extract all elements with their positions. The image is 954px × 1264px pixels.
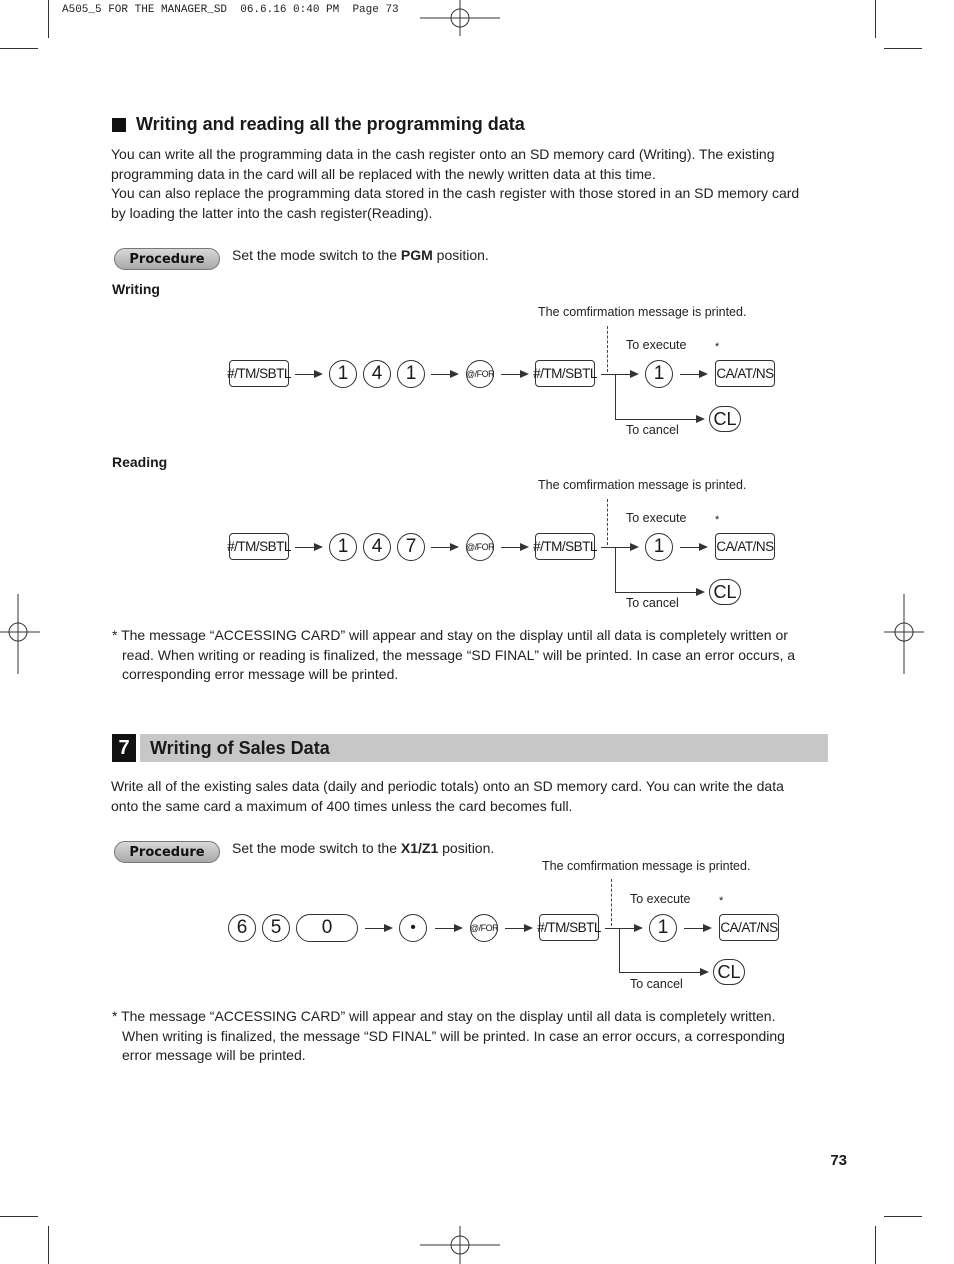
to-execute-label: To execute: [626, 511, 687, 525]
flow-arrow: [680, 374, 706, 375]
branch-line: [619, 928, 620, 973]
paragraph-line: by loading the latter into the cash register(Reading).: [111, 204, 433, 221]
footnote-line: * The message “ACCESSING CARD” will appear and stay on the display until all data is completely written.: [112, 1008, 776, 1024]
confirm-dash-line: [607, 499, 608, 545]
key-dot: •: [399, 914, 427, 942]
key-at-for: @/FOR: [470, 914, 498, 942]
key-ca-at-ns: CA/AT/NS: [719, 914, 779, 941]
procedure-badge: Procedure: [114, 248, 220, 270]
cancel-arrow: [615, 419, 703, 420]
key-at-for: @/FOR: [466, 360, 494, 388]
to-cancel-label: To cancel: [626, 596, 679, 610]
registration-mark-left: [0, 594, 40, 674]
branch-line: [605, 928, 619, 929]
registration-mark-right: [884, 594, 924, 674]
to-execute-label: To execute: [630, 892, 691, 906]
key-cl: CL: [709, 579, 741, 605]
confirm-message-label: The comfirmation message is printed.: [538, 305, 747, 319]
section-heading: [112, 114, 525, 135]
key-digit: 1: [329, 533, 357, 561]
footnote-line: When writing is finalized, the message “SD FINAL” will be printed. In case an error occurs, a corresponding: [122, 1027, 785, 1044]
procedure-instruction: Set the mode switch to the X1/Z1 position.: [232, 840, 495, 856]
key-tm-sbtl: #/TM/SBTL: [539, 914, 599, 941]
flow-arrow: [431, 547, 457, 548]
key-digit: 4: [363, 533, 391, 561]
key-one: 1: [645, 360, 673, 388]
footnote-star: *: [715, 514, 720, 526]
flow-arrow: [365, 928, 391, 929]
key-one: 1: [649, 914, 677, 942]
footnote-star: *: [715, 341, 720, 353]
registration-mark-top: [420, 0, 500, 40]
procedure-instruction: Set the mode switch to the PGM position.: [232, 247, 489, 263]
key-at-for: @/FOR: [466, 533, 494, 561]
footnote: [112, 626, 832, 685]
section-7-paragraph: [111, 777, 831, 816]
key-digit: 1: [329, 360, 357, 388]
mode-name: PGM: [400, 247, 433, 263]
key-digit: 6: [228, 914, 256, 942]
flow-arrow: [615, 374, 637, 375]
flow-arrow: [431, 374, 457, 375]
footnote-line: * The message “ACCESSING CARD” will appear and stay on the display until all data is completely written or: [112, 627, 788, 643]
flow-arrow: [619, 928, 641, 929]
flow-arrow: [295, 547, 321, 548]
key-one: 1: [645, 533, 673, 561]
bullet-square-icon: [112, 118, 126, 132]
key-tm-sbtl: #/TM/SBTL: [535, 533, 595, 560]
section-number: 7: [112, 734, 136, 762]
key-zero: 0: [296, 914, 358, 942]
confirm-dash-line: [607, 326, 608, 372]
branch-line: [615, 374, 616, 420]
key-tm-sbtl: #/TM/SBTL: [535, 360, 595, 387]
key-tm-sbtl: #/TM/SBTL: [229, 360, 289, 387]
to-execute-label: To execute: [626, 338, 687, 352]
to-cancel-label: To cancel: [630, 977, 683, 991]
flow-arrow: [684, 928, 710, 929]
paragraph-line: programming data in the card will all be replaced with the newly written data at this time.: [111, 165, 656, 182]
flow-arrow: [501, 547, 527, 548]
reading-label: Reading: [112, 454, 168, 470]
branch-line: [601, 374, 615, 375]
flow-arrow: [505, 928, 531, 929]
paragraph-line: You can write all the programming data in the cash register onto an SD memory card (Writing). The existing: [111, 146, 775, 162]
footnote-line: error message will be printed.: [122, 1047, 306, 1063]
flow-arrow: [295, 374, 321, 375]
paragraph-line: Write all of the existing sales data (daily and periodic totals) onto an SD memory card. You can write the data: [111, 778, 784, 794]
key-digit: 5: [262, 914, 290, 942]
procedure-badge: Procedure: [114, 841, 220, 863]
key-ca-at-ns: CA/AT/NS: [715, 360, 775, 387]
confirm-dash-line: [611, 879, 612, 926]
intro-paragraph: [111, 145, 831, 223]
paragraph-line: onto the same card a maximum of 400 times unless the card becomes full.: [111, 797, 573, 814]
confirm-message-label: The comfirmation message is printed.: [538, 478, 747, 492]
paragraph-line: You can also replace the programming data stored in the cash register with those stored in an SD memory card: [111, 185, 800, 201]
footnote-line: corresponding error message will be printed.: [122, 666, 399, 682]
key-digit: 7: [397, 533, 425, 561]
flow-arrow: [435, 928, 461, 929]
footnote: [112, 1007, 832, 1066]
confirm-message-label: The comfirmation message is printed.: [542, 859, 751, 873]
flow-arrow: [680, 547, 706, 548]
mode-name: X1/Z1: [400, 840, 439, 856]
cancel-arrow: [619, 972, 707, 973]
page-number: 73: [830, 1152, 847, 1169]
key-tm-sbtl: #/TM/SBTL: [229, 533, 289, 560]
section-title: Writing and reading all the programming data: [136, 114, 525, 134]
flow-arrow: [615, 547, 637, 548]
key-cl: CL: [713, 959, 745, 985]
branch-line: [615, 547, 616, 593]
key-ca-at-ns: CA/AT/NS: [715, 533, 775, 560]
footnote-line: read. When writing or reading is finalized, the message “SD FINAL” will be printed. In case an error occurs, a: [122, 646, 796, 663]
branch-line: [601, 547, 615, 548]
writing-label: Writing: [112, 281, 160, 297]
to-cancel-label: To cancel: [626, 423, 679, 437]
registration-mark-bottom: [420, 1226, 500, 1264]
footnote-star: *: [719, 895, 724, 907]
key-digit: 4: [363, 360, 391, 388]
cancel-arrow: [615, 592, 703, 593]
section-7-title: Writing of Sales Data: [150, 738, 330, 758]
print-slug: A505_5 FOR THE MANAGER_SD 06.6.16 0:40 PM Page 73: [62, 4, 399, 16]
flow-arrow: [501, 374, 527, 375]
key-digit: 1: [397, 360, 425, 388]
key-cl: CL: [709, 406, 741, 432]
